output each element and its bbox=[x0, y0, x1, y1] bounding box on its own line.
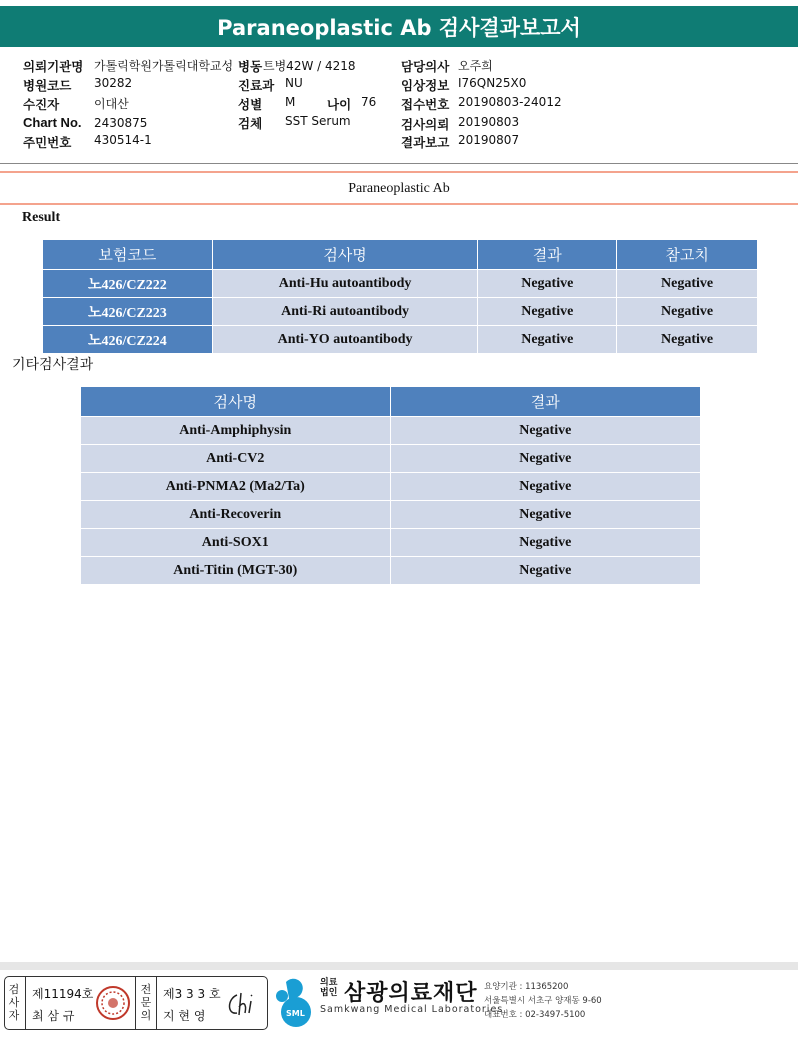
table-row bbox=[81, 501, 701, 529]
test-name: Anti-Hu autoantibody bbox=[212, 270, 478, 298]
specialist-number: 제3 3 3 호 bbox=[163, 987, 221, 1001]
test-result: Negative bbox=[390, 529, 700, 557]
test-result: Negative bbox=[390, 557, 700, 585]
specialist-name: 지 현 영 bbox=[163, 1009, 206, 1023]
other-results-table bbox=[80, 386, 701, 585]
reference-value: Negative bbox=[617, 298, 758, 326]
test-result: Negative bbox=[478, 298, 617, 326]
chart-label: Chart No. bbox=[23, 115, 82, 130]
age-label: 나이 bbox=[327, 97, 352, 112]
column-header: 검사명 bbox=[81, 387, 391, 417]
org-name: 삼광의료재단 bbox=[344, 981, 478, 1006]
report-label: 결과보고 bbox=[401, 135, 450, 150]
age-value: 76 bbox=[361, 95, 377, 109]
institution-label: 의뢰기관명 bbox=[23, 59, 84, 74]
signature-box bbox=[4, 976, 268, 1030]
table-row bbox=[43, 326, 758, 354]
reference-value: Negative bbox=[617, 270, 758, 298]
section-title: Paraneoplastic Ab bbox=[348, 181, 450, 196]
divider bbox=[135, 977, 136, 1029]
reference-value: Negative bbox=[617, 326, 758, 354]
test-name: Anti-Titin (MGT-30) bbox=[81, 557, 391, 585]
test-result: Negative bbox=[390, 501, 700, 529]
divider bbox=[25, 977, 26, 1029]
examiner-name: 최 삼 규 bbox=[32, 1009, 75, 1023]
org-prefix-line: 법인 bbox=[320, 988, 338, 998]
dept-label: 진료과 bbox=[238, 78, 275, 93]
request-label: 검사의뢰 bbox=[401, 117, 450, 132]
org-english-name: Samkwang Medical Laboratories bbox=[320, 1004, 504, 1015]
table-row bbox=[43, 270, 758, 298]
other-results-title: 기타검사결과 bbox=[12, 357, 94, 373]
main-results-table bbox=[42, 239, 758, 354]
test-result: Negative bbox=[390, 473, 700, 501]
doctor-label: 담당의사 bbox=[401, 59, 450, 74]
doctor-value: 오주희 bbox=[458, 59, 493, 73]
insurance-code: 노426/CZ224 bbox=[43, 326, 213, 354]
org-prefix bbox=[320, 978, 337, 998]
result-label: Result bbox=[22, 210, 61, 225]
sex-label: 성별 bbox=[238, 97, 263, 112]
test-result: Negative bbox=[478, 326, 617, 354]
table-row bbox=[43, 298, 758, 326]
hospital-code-label: 병원코드 bbox=[23, 78, 72, 93]
receipt-label: 접수번호 bbox=[401, 97, 450, 112]
receipt-value: 20190803-24012 bbox=[458, 95, 562, 109]
examiner-label: 검 사 자 bbox=[8, 983, 20, 1022]
table-row bbox=[81, 473, 701, 501]
test-result: Negative bbox=[390, 445, 700, 473]
ward-label: 병동 bbox=[238, 59, 263, 74]
test-result: Negative bbox=[390, 417, 700, 445]
official-seal-icon bbox=[95, 985, 131, 1021]
hospital-code-value: 30282 bbox=[94, 76, 133, 90]
column-header: 참고치 bbox=[617, 240, 758, 270]
id-label: 주민번호 bbox=[23, 135, 72, 150]
column-header: 결과 bbox=[390, 387, 700, 417]
sml-logo-icon bbox=[272, 976, 318, 1028]
ward-value: 트병42W / 4218 bbox=[263, 59, 356, 73]
logo-text: SML bbox=[286, 1009, 305, 1018]
test-name: Anti-CV2 bbox=[81, 445, 391, 473]
footer-divider bbox=[0, 962, 798, 970]
patient-label: 수진자 bbox=[23, 97, 60, 112]
request-value: 20190803 bbox=[458, 115, 520, 129]
clinical-value: I76QN25X0 bbox=[458, 76, 527, 90]
table-row bbox=[81, 417, 701, 445]
table-row bbox=[81, 529, 701, 557]
examiner-number: 제11194호 bbox=[32, 987, 94, 1001]
report-title: Paraneoplastic Ab 검사결과보고서 bbox=[0, 6, 798, 47]
test-name: Anti-SOX1 bbox=[81, 529, 391, 557]
divider bbox=[156, 977, 157, 1029]
table-header-row bbox=[43, 240, 758, 270]
table-header-row bbox=[81, 387, 701, 417]
org-code: 요양기관 : 11365200 bbox=[484, 982, 569, 992]
org-address: 서울특별시 서초구 양재동 9-60 bbox=[484, 996, 602, 1006]
specialist-label: 전 문 의 bbox=[140, 983, 152, 1022]
signature-icon bbox=[223, 987, 263, 1021]
test-name: Anti-YO autoantibody bbox=[212, 326, 478, 354]
divider bbox=[0, 163, 798, 164]
clinical-label: 임상정보 bbox=[401, 78, 450, 93]
test-result: Negative bbox=[478, 270, 617, 298]
patient-value: 이대산 bbox=[94, 97, 129, 111]
org-phone: 대표번호 : 02-3497-5100 bbox=[484, 1010, 586, 1020]
test-name: Anti-Ri autoantibody bbox=[212, 298, 478, 326]
chart-value: 2430875 bbox=[94, 116, 148, 130]
table-row bbox=[81, 445, 701, 473]
test-name: Anti-PNMA2 (Ma2/Ta) bbox=[81, 473, 391, 501]
column-header: 보험코드 bbox=[43, 240, 213, 270]
column-header: 결과 bbox=[478, 240, 617, 270]
dept-value: NU bbox=[285, 76, 303, 90]
patient-info bbox=[0, 52, 798, 164]
org-prefix-line: 의료 bbox=[320, 978, 338, 988]
id-value: 430514-1 bbox=[94, 133, 152, 147]
test-name: Anti-Amphiphysin bbox=[81, 417, 391, 445]
divider bbox=[0, 171, 798, 173]
sex-value: M bbox=[285, 95, 296, 109]
table-row bbox=[81, 557, 701, 585]
report-value: 20190807 bbox=[458, 133, 520, 147]
specimen-value: SST Serum bbox=[285, 114, 351, 128]
insurance-code: 노426/CZ222 bbox=[43, 270, 213, 298]
specimen-label: 검체 bbox=[238, 116, 263, 131]
column-header: 검사명 bbox=[212, 240, 478, 270]
test-name: Anti-Recoverin bbox=[81, 501, 391, 529]
institution-value: 가톨릭학원가톨릭대학교성 bbox=[94, 59, 234, 73]
divider bbox=[0, 203, 798, 205]
insurance-code: 노426/CZ223 bbox=[43, 298, 213, 326]
